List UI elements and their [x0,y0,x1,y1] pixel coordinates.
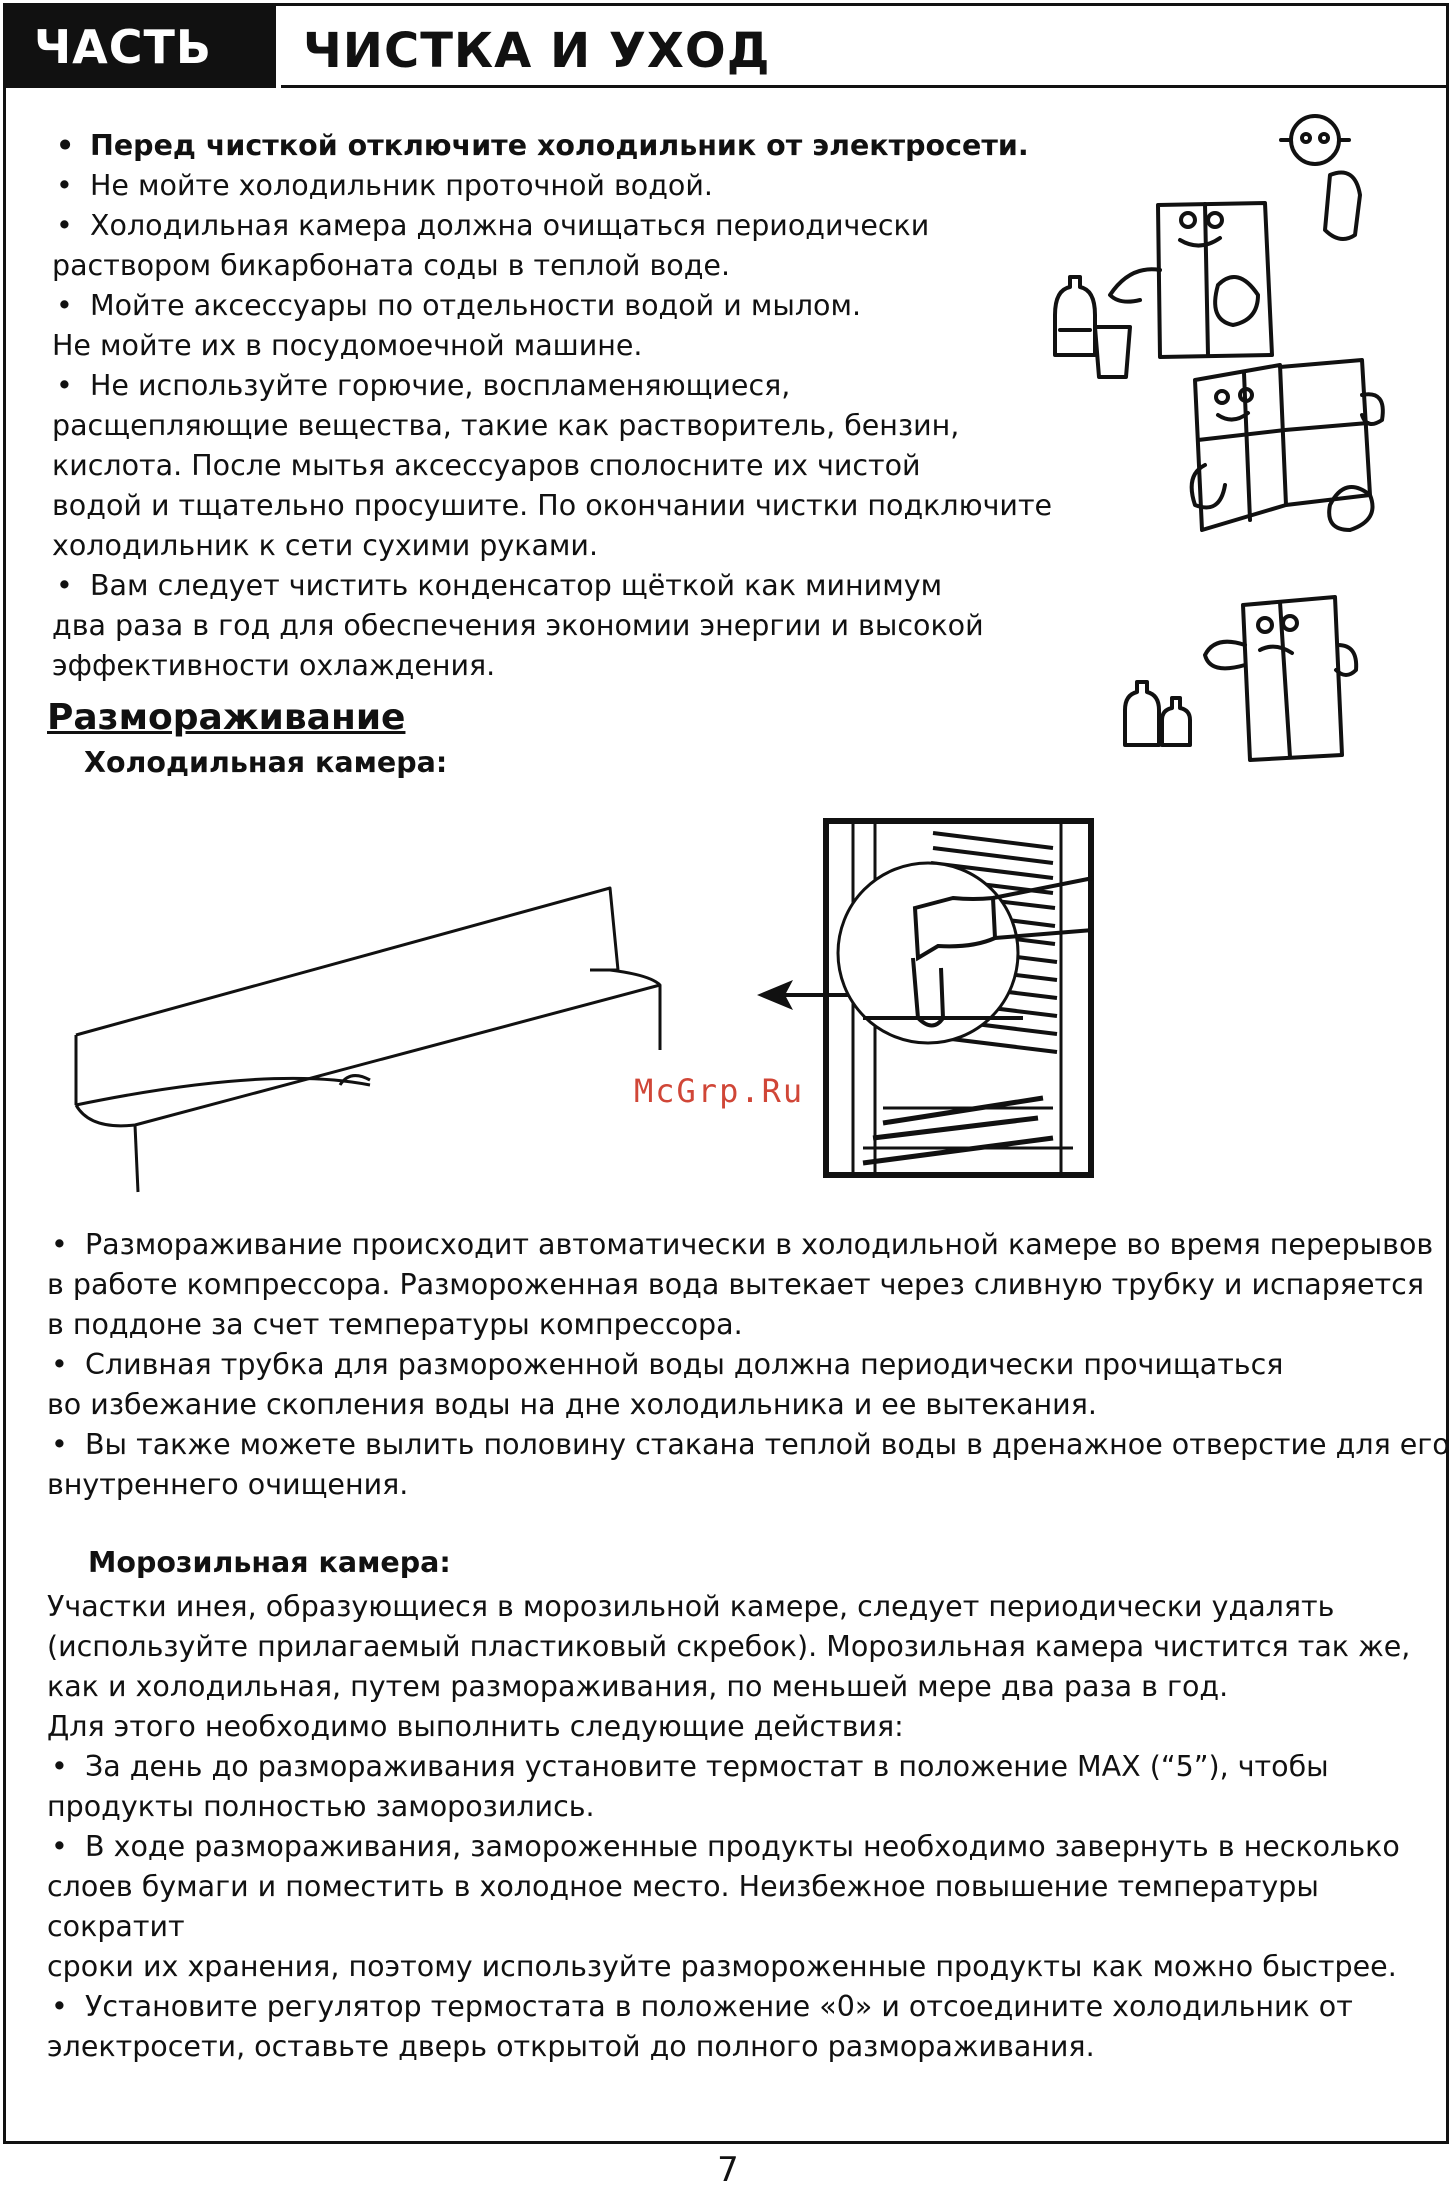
cartoon-fridge-2-icon [1192,360,1383,530]
drain-channel-diagram [70,880,670,1200]
fridge-line-1: в работе компрессора. Размороженная вода вытекает через сливную трубку и испаряется [47,1268,1424,1301]
fridge-line-2: в поддоне за счет температуры компрессора. [47,1308,743,1341]
care-line-12: два раза в год для обеспечения экономии энергии и высокой [52,609,984,642]
freezer-line-3: Для этого необходимо выполнить следующие действия: [47,1710,904,1743]
fridge-line-5: • Вы также можете вылить половину стакана теплой воды в дренажное отверстие для его [47,1425,1450,1465]
fridge-line-3: • Сливная трубка для размороженной воды должна периодически прочищаться [47,1345,1450,1385]
freezer-line-8: сроки их хранения, поэтому используйте размороженные продукты как можно быстрее. [47,1950,1397,1983]
cartoon-fridge-3-icon [1205,597,1356,760]
care-line-0: • Перед чисткой отключите холодильник от электросети. [52,126,1052,166]
fridge-line-4: во избежание скопления воды на дне холодильника и ее вытекания. [47,1388,1097,1421]
defrost-title: Размораживание [47,697,406,738]
care-line-3: раствором бикарбоната соды в теплой воде. [52,249,731,282]
care-line-5: Не мойте их в посудомоечной машине. [52,329,643,362]
page-number: 7 [717,2150,739,2190]
part-label: ЧАСТЬ 4. [6,6,276,88]
watermark: McGrp.Ru [634,1072,805,1110]
care-line-10: холодильник к сети сухими руками. [52,529,599,562]
freezer-line-4: • За день до размораживания установите термостат в положение MAX (“5”), чтобы [47,1747,1456,1787]
care-line-11: • Вам следует чистить конденсатор щёткой как минимум [52,566,1052,606]
freezer-line-1: (используйте прилагаемый пластиковый скребок). Морозильная камера чистится так же, [47,1630,1411,1663]
freezer-line-7: слоев бумаги и поместить в холодное место. Неизбежное повышение температуры сократит [47,1870,1319,1943]
care-line-4: • Мойте аксессуары по отдельности водой и мылом. [52,286,1052,326]
freezer-line-2: как и холодильная, путем размораживания, по меньшей мере два раза в год. [47,1670,1229,1703]
care-line-13: эффективности охлаждения. [52,649,496,682]
plug-icon [1281,116,1349,164]
freezer-subtitle: Морозильная камера: [88,1546,451,1579]
care-text [52,126,1052,686]
care-line-1: • Не мойте холодильник проточной водой. [52,166,1052,206]
freezer-line-10: электросети, оставьте дверь открытой до полного размораживания. [47,2030,1095,2063]
freezer-line-0: Участки инея, образующиеся в морозильной камере, следует периодически удалять [47,1590,1335,1623]
care-line-6: • Не используйте горючие, воспламеняющиеся, [52,366,1052,406]
freezer-defrost-text [47,1587,1456,2067]
fridge-line-0: • Размораживание происходит автоматически в холодильной камере во время перерывов [47,1225,1450,1265]
cartoon-fridge-1-icon [1110,203,1272,357]
fridge-defrost-text [47,1225,1450,1505]
fridge-line-6: внутреннего очищения. [47,1468,409,1501]
freezer-line-5: продукты полностью заморозились. [47,1790,595,1823]
glove-icon [1325,173,1360,240]
freezer-line-6: • В ходе размораживания, замороженные продукты необходимо завернуть в несколько [47,1827,1456,1867]
fridge-subtitle: Холодильная камера: [84,746,448,779]
page-title: ЧИСТКА И УХОД [281,6,1446,88]
care-line-7: расщепляющие вещества, такие как растворитель, бензин, [52,409,960,442]
cartoon-fridge-illustrations [1040,105,1420,815]
bottle-icon [1055,277,1130,377]
care-line-9: водой и тщательно просушите. По окончании чистки подключите [52,489,1053,522]
fridge-interior-diagram [823,818,1095,1178]
bottle-icon [1125,682,1190,745]
care-line-8: кислота. После мытья аксессуаров сполосните их чистой [52,449,921,482]
freezer-line-9: • Установите регулятор термостата в положение «0» и отсоедините холодильник от [47,1987,1456,2027]
care-line-2: • Холодильная камера должна очищаться периодически [52,206,1052,246]
